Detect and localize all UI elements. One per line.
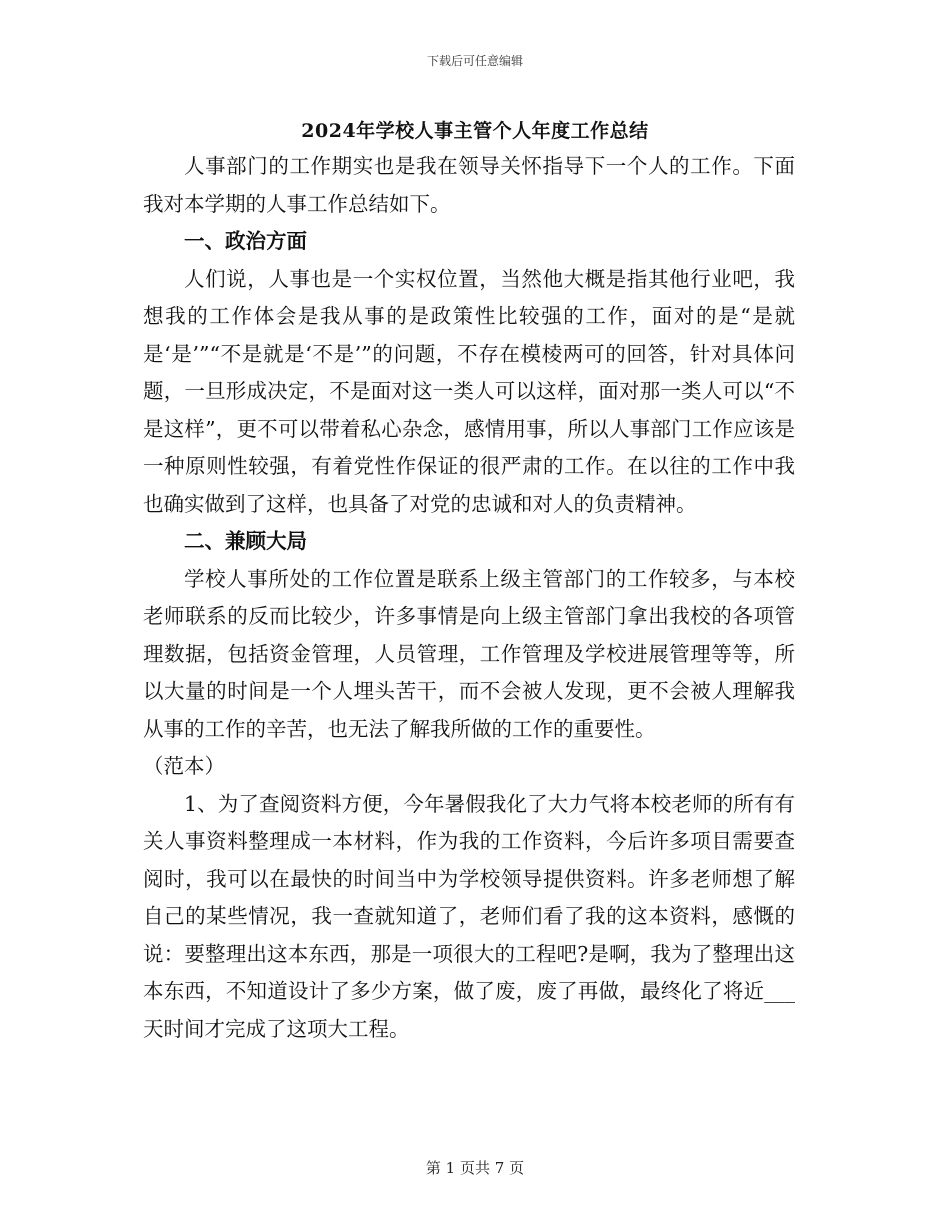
section-heading-politics: 一、政治方面 xyxy=(184,229,307,253)
sample-note: （范本） xyxy=(143,754,225,778)
document-title: 2024年学校人事主管个人年度工作总结 xyxy=(301,120,649,142)
page-number-footer: 第 1 页共 7 页 xyxy=(425,1159,525,1177)
section-heading-overall: 二、兼顾大局 xyxy=(184,529,307,553)
document-body xyxy=(143,148,795,1048)
overall-paragraph: 学校人事所处的工作位置是联系上级主管部门的工作较多，与本校老师联系的反而比较少，许多事情是向上级主管部门拿出我校的各项管理数据，包括资金管理，人员管理，工作管理及学校进展管理等等，所以大量的时间是一个人埋头苦干，而不会被人发现，更不会被人理解我从事的工作的辛苦，也无法了解我所做的工作的重要性。 xyxy=(143,566,795,741)
intro-paragraph: 人事部门的工作期实也是我在领导关怀指导下一个人的工作。下面我对本学期的人事工作总结如下。 xyxy=(143,154,795,216)
header-note: 下载后可任意编辑 xyxy=(426,54,523,68)
politics-paragraph: 人们说，人事也是一个实权位置，当然他大概是指其他行业吧，我想我的工作体会是我从事的是政策性比较强的工作，面对的是“是就是‘是’”“不是就是‘不是’”的问题，不存在模棱两可的回答，针对具体问题，一旦形成决定，不是面对这一类人可以这样，面对那一类人可以“不是这样”，更不可以带着私心杂念，感情用事，所以人事部门工作应该是一种原则性较强，有着党性作保证的很严肃的工作。在以往的工作中我也确实做到了这样，也具备了对党的忠诚和对人的负责精神。 xyxy=(143,266,795,516)
item-1-paragraph: 1、为了查阅资料方便，今年暑假我化了大力气将本校老师的所有有关人事资料整理成一本材料，作为我的工作资料，今后许多项目需要查阅时，我可以在最快的时间当中为学校领导提供资料。许多老师想了解自己的某些情况，我一查就知道了，老师们看了我的这本资料，感慨的说：要整理出这本东西，那是一项很大的工程吧?是啊，我为了整理出这本东西，不知道设计了多少方案，做了废，废了再做，最终化了将近___天时间才完成了这项大工程。 xyxy=(143,791,795,1041)
